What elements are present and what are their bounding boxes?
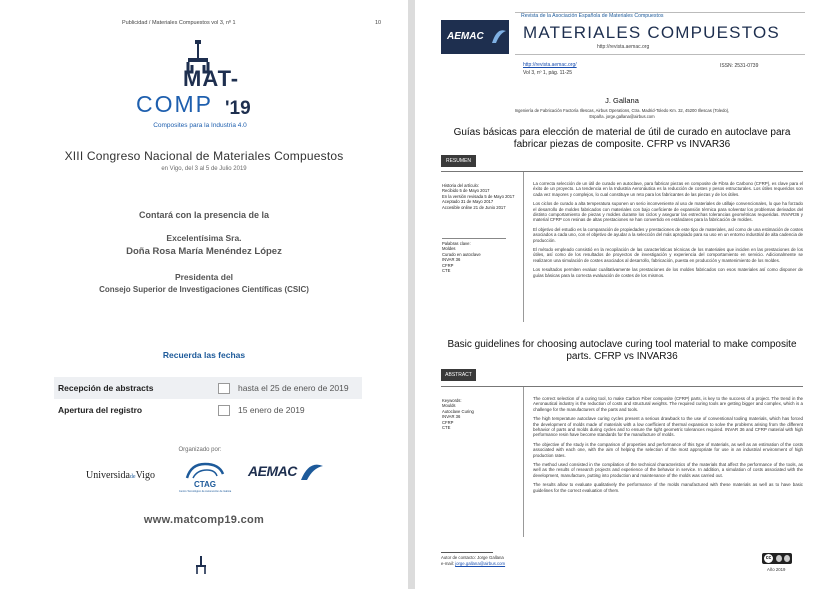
abstract-paragraph: The objective of the study is the comparison of properties and performance of this type of materials, as well as an estimation of the costs associated with each one, with the aim of helping the selection of the most appropriate for use in an industrial environment of high production rates.: [533, 441, 803, 458]
left-page: [0, 0, 408, 589]
calendar-icon: [218, 383, 230, 394]
uvigo-name-de: de: [129, 474, 136, 480]
keyword: CTE: [442, 425, 451, 431]
keywords-es: [442, 241, 520, 273]
side-rule: [442, 238, 506, 239]
aemac-header-swoosh-icon: [491, 28, 507, 44]
right-page: [415, 0, 831, 589]
issn: ISSN: 2531-0739: [720, 63, 759, 69]
cc-nc-icon: [784, 555, 790, 562]
abstract-tag: ABSTRACT: [441, 369, 476, 381]
congress-title: XIII Congreso Nacional de Materiales Compuestos: [64, 149, 344, 163]
volume-info: Vol 3, nº 1, pág. 11-25: [523, 70, 572, 76]
keyword: Moldes: [442, 246, 456, 252]
journal-url: http://revista.aemac.org: [597, 44, 650, 50]
keyword: INVAR 36: [442, 414, 461, 420]
uvigo-name-b: Vigo: [135, 470, 155, 481]
history-line: Recibido 5 de Mayo 2017: [442, 188, 490, 194]
contact-author: Autor de contacto: Jorge Gallana: [441, 555, 504, 560]
logo-comp: COMP: [136, 91, 213, 117]
keyword: CFRP: [442, 262, 454, 268]
cc-license-icon: [762, 553, 792, 564]
running-header: Publicidad / Materiales Compuestos vol 3, nº 1: [122, 20, 236, 26]
abstract-paragraph: The method used consisted in the compilation of the technical characteristics of the materials that affect the performance of the tools, as well as the results of research projects and experience of the behavior in service. In addition, a simulation of costs associated with the development, manufacture, putting into production and maintenance of the molds was carried out.: [533, 462, 803, 478]
ctag-logo-icon: [183, 460, 227, 482]
journal-link[interactable]: http://revista.aemac.org/: [523, 62, 577, 68]
uvigo-logo: [86, 470, 155, 481]
title-es: Guías básicas para elección de material de útil de curado en autoclave para fabricar piezas de composite. CFRP vs INVAR36: [453, 127, 791, 150]
dates-heading: Recuerda las fechas: [162, 350, 246, 360]
abstract-paragraph: Los resultados permiten evaluar cualitativamente las prestaciones de los moldes fabricados con esos materiales así como disponer de guías básicas para la correcta evaluación de costes de los mismos.: [533, 267, 803, 278]
email-label: e-mail:: [441, 561, 454, 566]
cc-license-text: cc: [765, 555, 772, 561]
abstract-paragraph: The high temperature autoclave curing cycles present a serious drawback to the use of conventional tooling materials, which has forced the development of molds made of materials with a low coefficient of thermal expansion to solve the problems arising from the different behavior of parts and molds during cycles and to ensure the tight geometric tolerances required. INVAR 36 and CFRP material with high performance resin have become standards for the manufacture of molds.: [533, 416, 803, 438]
keyword: CFRP: [442, 419, 454, 425]
section-rule: [441, 171, 803, 172]
abstract-paragraph: El método empleado consistió en la recopilación de las características técnicas de los materiales que inciden en las prestaciones de los útiles, así como de los resultados de proyectos de investigación y experiencia del comportamiento en servicio. Adicionalmente se realizaron una simulación de costes asociados al desarrollo, fabricación, puesta en producción y mantenimiento de los moldes.: [533, 247, 803, 263]
calendar-icon: [218, 405, 230, 416]
organized-by: Organizado por:: [178, 447, 222, 453]
contact-email-row: [441, 561, 505, 566]
guest-name: Doña Rosa María Menéndez López: [126, 246, 282, 257]
aemac-header-logo-text: AEMAC: [447, 31, 484, 42]
aemac-swoosh-icon: [299, 462, 325, 482]
abstract-paragraph: La correcta selección de un útil de curado en autoclave, para fabricar piezas en composite de Fibra de Carbono (CFRP), es clave para el éxito de un proyecto. La tendencia en la Industria Aeronáutica es la reducción de costes y pesos estructurales. Los útiles requeridos son cada vez mayores y complejos, lo cual constituye un reto para los fabricantes de las piezas y de los útiles.: [533, 181, 803, 197]
keywords-en: [442, 398, 520, 430]
keyword: Curado en autoclave: [442, 251, 481, 257]
congress-place: en Vigo, del 3 al 5 de Julio 2019: [161, 166, 247, 172]
role-title: Presidenta del: [174, 272, 234, 282]
logo-year: '19: [225, 98, 251, 119]
abstract-paragraph: Los ciclos de curado a alta temperatura suponen un serio inconveniente al uso de materiales de utillaje convencionales, lo que ha forzado el desarrollo de moldes fabricados con materiales con bajo coeficiente de expansión térmica para solventar los problemas derivados del distinto comportamiento de piezas y moldes durante los ciclos y asegurar las estrechas tolerancias geométricas requeridas. INVAR36 y material CFRP con resinas de altas prestaciones se han convertido en estándares para la fabricación de moldes.: [533, 201, 803, 223]
footnote-rule: [441, 552, 493, 553]
abstract-es: [533, 181, 803, 282]
journal-header: Revista de la Asociación Española de Materiales Compuestos: [521, 13, 664, 19]
abstract-paragraph: The correct selection of a curing tool, to make Carbon Fiber composite (CFRP) parts, is key to the success of a project. The trend in the Aeronautical industry is the reduction of costs and structural weights. The required curing tools are getting bigger and complex, which is a challenge for the manufacturers of the parts and tools.: [533, 396, 803, 412]
keyword: Palabras clave:: [442, 241, 471, 246]
date-value: 15 enero de 2019: [238, 405, 305, 415]
page-number: 10: [375, 20, 382, 26]
abstract-paragraph: The results allow to evaluate qualitatively the performance of the molds manufactured with these materials as well as to have basic guidelines for the correct evaluation of them.: [533, 482, 803, 493]
author: J. Gallana: [605, 96, 639, 105]
aemac-logo: AEMAC: [248, 463, 297, 479]
resumen-tag: RESUMEN: [441, 155, 476, 167]
guest-honorific: Excelentísima Sra.: [166, 233, 242, 243]
aemac-header-logo: [441, 20, 509, 54]
history-line: Aceptado 31 de Mayo 2017: [442, 199, 494, 205]
header-rule-bottom: [515, 54, 805, 55]
abstract-en: [533, 396, 803, 497]
keyword: Moulds: [442, 403, 456, 409]
date-row-registration: [54, 399, 362, 421]
logo-mat: MAT-: [183, 66, 240, 91]
abstract-paragraph: El objetivo del estudio es la comparación de propiedades y prestaciones de este tipo de materiales, así como de una estimación de costes asociados a cada uno, con el objetivo de ayudar a la selección del más apropiado para su uso en un entorno industrial de alta cadencia de producción.: [533, 226, 803, 243]
title-en: Basic guidelines for choosing autoclave curing tool material to make composite parts. CFRP vs INVAR36: [447, 339, 797, 362]
year: Año 2019: [767, 567, 786, 572]
section-rule: [441, 386, 803, 387]
logo-subtitle: Composites para la Industria 4.0: [153, 122, 247, 129]
cc-by-icon: [776, 555, 782, 562]
column-divider: [523, 387, 524, 537]
contact-email-link[interactable]: jorge.gallana@airbus.com: [455, 561, 506, 566]
affiliation-1: Ingeniería de Fabricación Factoría Illescas, Airbus Operations, Ctra. Madrid-Toledo Km. 32, 45200 Illescas (Toledo),: [514, 108, 730, 113]
role-org: Consejo Superior de Investigaciones Científicas (CSIC): [99, 285, 309, 294]
presence-text: Contará con la presencia de la: [138, 210, 270, 220]
date-value: hasta el 25 de enero de 2019: [238, 383, 349, 393]
date-row-abstracts: [54, 377, 362, 399]
journal-title: MATERIALES COMPUESTOS: [523, 23, 780, 42]
keyword: Keywords:: [442, 398, 462, 403]
column-divider: [523, 172, 524, 322]
ctag-sub: Centro Tecnológico de Automoción de Galicia: [178, 490, 232, 493]
website: www.matcomp19.com: [143, 514, 265, 526]
history-es: [442, 183, 520, 210]
history-line: Accesible online 21 de Junio 2017: [442, 204, 506, 210]
history-line: En la versión revisada 5 de Mayo 2017: [442, 193, 515, 199]
date-label: Recepción de abstracts: [58, 383, 154, 393]
uvigo-name-a: Universida: [86, 470, 130, 481]
robot-arm-small-icon: [194, 556, 208, 576]
keyword: Autoclave Curing: [442, 408, 474, 414]
date-label: Apertura del registro: [58, 405, 143, 415]
keyword: INVAR 36: [442, 257, 461, 263]
keyword: CTE: [442, 268, 451, 274]
ctag-name: CTAG: [193, 480, 217, 489]
history-line: Historia del artículo:: [442, 183, 480, 188]
affiliation-2: España. jorge.gallana@airbus.com: [589, 114, 655, 119]
